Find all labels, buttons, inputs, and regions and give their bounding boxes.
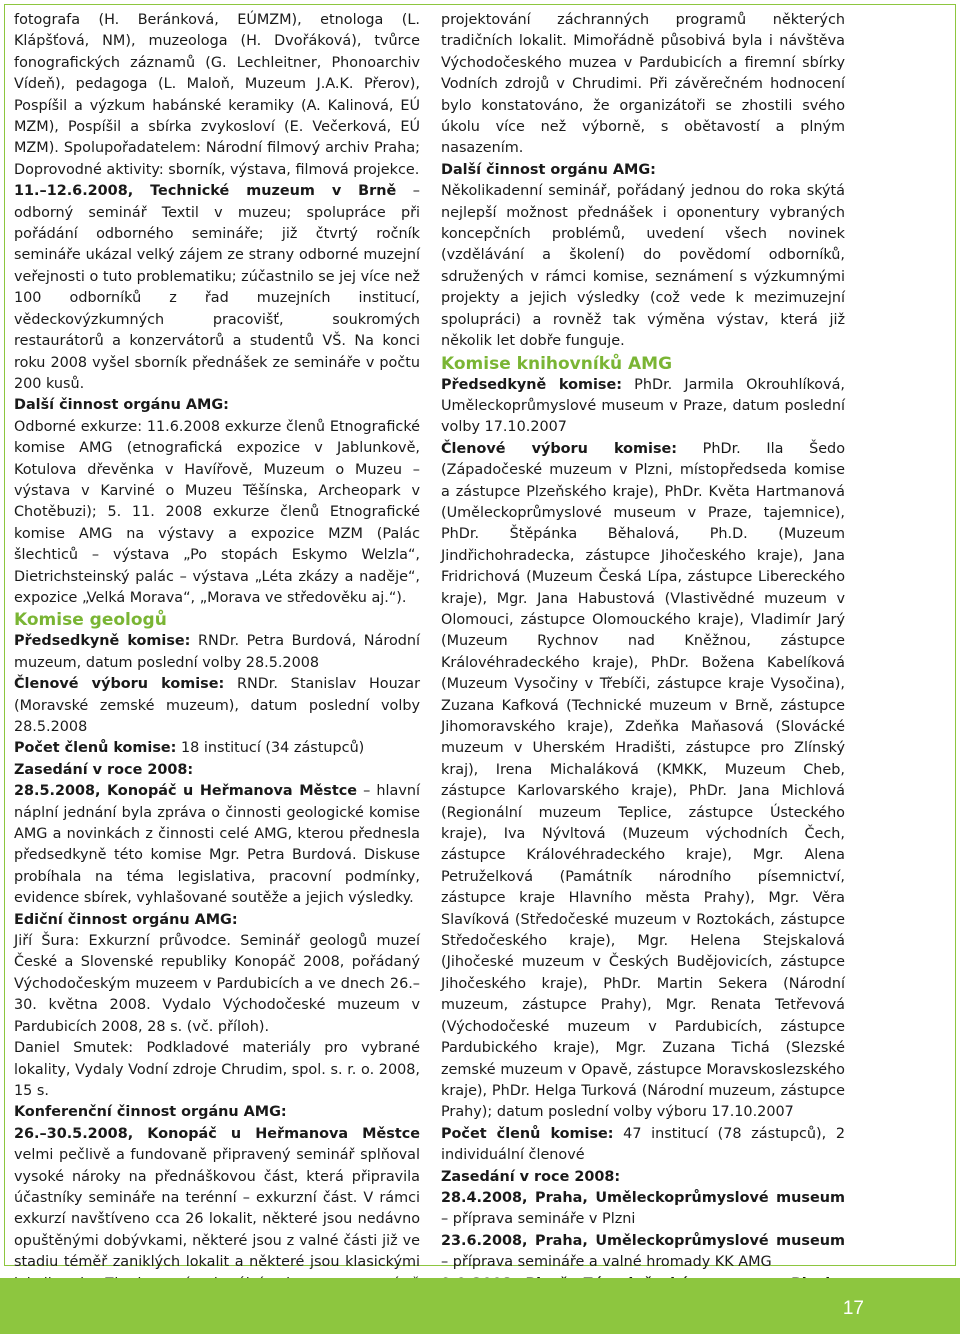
field-committee [14,674,420,738]
field-count [14,738,420,759]
field-value: RNDr. Stanislav Houzar (Moravské zemské muzeum), datum poslední volby 28.5.2008 [14,676,420,735]
subheading [441,1167,845,1188]
publication-entry: Daniel Smutek: Podkladové materiály pro vybrané lokality, Vydaly Vodní zdroje Chrudim, spol. s. r. o. 2008, 15 s. [14,1040,420,1099]
event-text: – odborný seminář Textil v muzeu; spolupráce při pořádání odborného semináře; již čtvrtý ročník semináře ukázal velký zájem ze strany odborné muzejní veřejnosti o tuto problematiku; zúčastnilo se jej více než 100 odborníků z řad muzejních institucí, vědeckovýzkumných pracovišť, soukromých restaurátorů a konzervátorů a studentů VŠ. Na konci roku 2008 vyšel sborník přednášek ze semináře v počtu 200 kusů. [14,183,420,392]
meeting-title: 28.4.2008, Praha, Uměleckoprůmyslové museum [441,1189,845,1206]
footer-bar [0,1278,960,1334]
paragraph: projektování záchranných programů některých tradičních lokalit. Mimořádně působivá byla i návštěva Východočeského muzea v Pardubicích a firemní sbírky Vodních zdrojů v Chrudimi. Při závěrečném hodnocení bylo konstatováno, že organizátoři se zhostili svého úkolu více než výborně, s obětavostí a plným nasazením. [441,12,845,157]
section-heading-label: Komise knihovníků AMG [441,353,673,374]
conference-text: velmi pečlivě a fundovaně připravený seminář splňoval vysoké nároky na přednáškovou část, která připravila účastníky semináře na terénní – exkurzní část. V rámci exkurzí navštíveno cca 26 lokalit, některé jsou nedávno opuštěnými dobývkami, některé jsou z valné části již ve stadiu téměř zaniklých lokalit a některé jsou klasickými [14,1147,420,1271]
field-committee [441,439,845,1124]
field-label: Předsedkyně komise: [14,633,191,650]
publication-entry: Jiří Šura: Exkurzní průvodce. Seminář geologů muzeí České a Slovenské republiky Konopáč 2008, pořádaný Východočeským muzeem v Pardubicích a ve dnech 26.–30. května 2008. Vydalo Východočeské muzeum v Pardubicích 2008, 28 s. (vč. příloh). [14,933,420,1035]
field-label: Členové výboru komise: [14,676,225,693]
subheading-label: Zasedání v roce 2008: [441,1168,621,1185]
meeting-entry [14,781,420,909]
event-title: 11.–12.6.2008, Technické muzeum v Brně [14,183,397,200]
section-heading-geologu [14,609,420,631]
field-value: PhDr. Jarmila Okrouhlíková, Uměleckoprůmyslové museum v Praze, datum poslední volby 17.10.2007 [441,376,845,436]
subheading-label: Ediční činnost orgánu AMG: [14,911,238,928]
subheading-label: Další činnost orgánu AMG: [441,161,656,178]
subheading [14,910,420,931]
field-label: Předsedkyně komise: [441,376,622,393]
field-value: 47 institucí (78 zástupců), 2 individuální členové [441,1125,845,1164]
subheading [14,760,420,781]
meeting-title: 28.5.2008, Konopáč u Heřmanova Městce [14,783,358,800]
subheading-label: Konferenční činnost orgánu AMG: [14,1104,287,1121]
subheading-label: Zasedání v roce 2008: [14,761,194,778]
subheading [441,160,845,181]
subheading [14,1102,420,1123]
field-chair [441,375,845,439]
field-label: Počet členů komise: [441,1125,614,1142]
meeting-text: – příprava semináře a valné hromady KK AMG [441,1254,772,1271]
meeting-entry [441,1188,845,1231]
page-number: 17 [842,1298,864,1319]
right-column [441,10,845,1271]
paragraph: fotografa (H. Beránková, EÚMZM), etnologa (L. Klápšťová, NM), muzeologa (H. Dvořáková), tvůrce fonografických záznamů (G. Lechleitner, Phonoarchiv Vídeň), pedagoga (L. Maloň, Muzeum J.A.K. Přerov), Pospíšil a výzkum habánské keramiky (A. Kalinová, EÚ MZM), Pospíšil a sbírka zvykosloví (E. Večerková, EÚ MZM). Spolupořadatelem: Národní filmový archiv Praha; Doprovodné aktivity: sborník, výstava, filmová projekce. [14,12,420,178]
left-column [14,10,420,1271]
conference-title: 26.–30.5.2008, Konopáč u Heřmanova Městce [14,1125,420,1142]
field-chair [14,631,420,674]
meeting-entry [441,1231,845,1274]
section-heading-label: Komise geologů [14,610,167,631]
subheading [14,395,420,416]
meeting-text: – příprava semináře v Plzni [441,1211,636,1228]
field-label: Členové výboru komise: [441,440,678,457]
subheading-label: Další činnost orgánu AMG: [14,397,229,414]
meeting-text: – hlavní náplní jednání byla zpráva o činnosti geologické komise AMG a novinkách z činnosti celé AMG, kterou přednesla předsedkyně této komise Mgr. Petra Burdová. Diskuse probíhala na téma legislativa, pracovní podmínky, evidence sbírek, vyhlašované soutěže a jejich výsledky. [14,783,420,907]
field-value: RNDr. Petra Burdová, Národní muzeum, datum poslední volby 28.5.2008 [14,633,420,671]
field-label: Počet členů komise: [14,740,177,757]
field-value: 18 institucí (34 zástupců) [176,740,365,757]
field-value: PhDr. Ila Šedo (Západočeské muzeum v Plzni, místopředseda komise a zástupce Plzeňského kraje), PhDr. Květa Hartmanová (Uměleckoprůmyslové museum v Praze, tajemnice), PhDr. Štěpánka Běhalová, Ph.D. (Muzeum Jindřichohradecka, zástupce Jihočeského kraje), Jana Fridrichová (Muzeum Česká Lípa, zástupce Libereckého kraje), Mgr. Jana Habustová (Vlastivědné muzeum v Olomouci, zástupce Olomouckého kraje), Vladimír Jarý (Muzeum Rychnov nad Kněžnou, zástupce Královéhradeckého kraje), PhDr. Božena Kabelíková (Muzeum Vysočiny v Třebíči, zástupce kraje Vysočina), Zuzana Kafková (Technické muzeum v Brně, zástupce Jihomoravského kraje), Zdeňka Maňasová (Slovácké muzeum v Uherském Hradišti, zástupce pro Zlínský kraj), Irena Michaláková (KMKK, Muzeum Cheb, zástupce Karlovarského kraje), PhDr. Jana Michlová (Regionální muzeum Teplice, zástupce Ústeckého kraje), Iva Nývltová (Muzeum východních Čech, zástupce Královéhradeckého kraje), Mgr. Alena Petruželková (Památník národního písemnictví, zástupce kraje Hlavního města Prahy), Mgr. Věra Slavíková (Středočeské muzeum v Roztokách, zástupce Středočeského kraje), Mgr. Helena Stejskalová (Jihočeské muzeum v Českých Budějovicích, zástupce Jihočeského kraje), PhDr. Martin Sekera (Národní muzeum, zástupce Prahy), Mgr. Renata Tetřevová (Východočeské muzeum v Pardubicích, zástupce Pardubického kraje), Mgr. Zuzana Tichá (Slezské zemské muzeum v Opavě, zástupce Moravskoslezského kraje), PhDr. Helga Turková (Národní muzeum, zástupce Prahy); datum poslední volby výboru 17.10.2007 [441,440,845,1121]
meeting-title: 23.6.2008, Praha, Uměleckoprůmyslové museum [441,1232,845,1249]
paragraph: Odborné exkurze: 11.6.2008 exkurze členů Etnografické komise AMG (etnografická expozice v Jablunkově, Kotulova dřevěnka v Havířově, Muzeum o Muzeu – výstava v Karviné o Muzeu Těšínska, Archeopark v Chotěbuzi); 5. 11. 2008 exkurze členů Etnografické komise AMG na výstavy a expozice MZM (Palác šlechticů – výstava „Po stopách Eskymo Welzla“, Dietrichsteinský palác – výstava „Léta zkázy a naděje“, expozice „Velká Morava“, „Morava ve středověku aj.“). [14,418,420,606]
paragraph [14,181,420,395]
section-heading-knihovniku [441,353,845,375]
field-count [441,1124,845,1167]
paragraph: Několikadenní seminář, pořádaný jednou do roka skýtá nejlepší možnost přednášek i oponentury vybraných koncepčních problémů, uvedení všech novinek (vzdělávání a školení) do povědomí odborníků, sdružených v rámci komise, seznámení s výzkumnými projekty a jejich výsledky (což vede k mezimuzejní spolupráci) a rovněž tak výměna výstav, která již několik let dobře funguje. [441,183,845,350]
